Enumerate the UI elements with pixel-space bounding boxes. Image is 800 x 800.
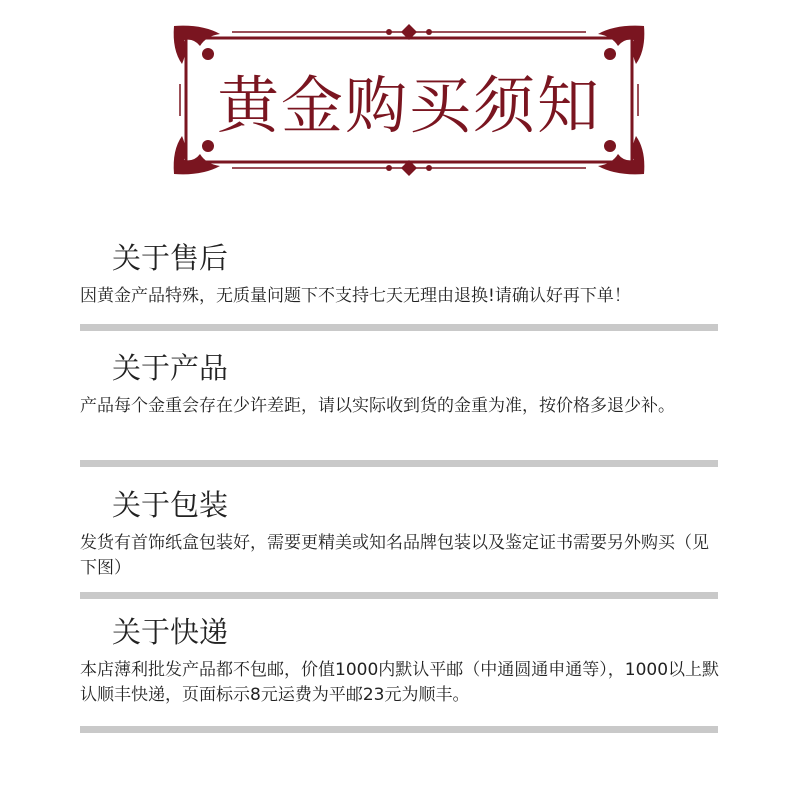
section-heading: 关于包装	[112, 488, 229, 522]
section-after-sales	[80, 240, 720, 309]
section-divider	[80, 592, 718, 599]
section-product	[80, 350, 720, 419]
section-divider	[80, 460, 718, 467]
section-heading: 关于产品	[112, 351, 229, 385]
section-heading: 关于售后	[112, 241, 229, 275]
section-divider	[80, 324, 718, 331]
section-body: 产品每个金重会存在少许差距，请以实际收到货的金重为准，按价格多退少补。	[80, 396, 675, 416]
page-title: 黄金购买须知	[216, 68, 601, 142]
section-body: 因黄金产品特殊，无质量问题下不支持七天无理由退换!请确认好再下单！	[80, 286, 631, 306]
section-body: 发货有首饰纸盒包装好，需要更精美或知名品牌包装以及鉴定证书需要另外购买（见下图）	[80, 533, 709, 578]
title-banner	[172, 24, 646, 176]
section-shipping	[80, 614, 720, 708]
section-divider	[80, 726, 718, 733]
section-packaging	[80, 487, 720, 581]
section-body: 本店薄利批发产品都不包邮，价值1000内默认平邮（中通圆通申通等），1000以上默认顺丰快递，页面标示8元运费为平邮23元为顺丰。	[80, 660, 720, 705]
section-heading: 关于快递	[112, 615, 229, 649]
